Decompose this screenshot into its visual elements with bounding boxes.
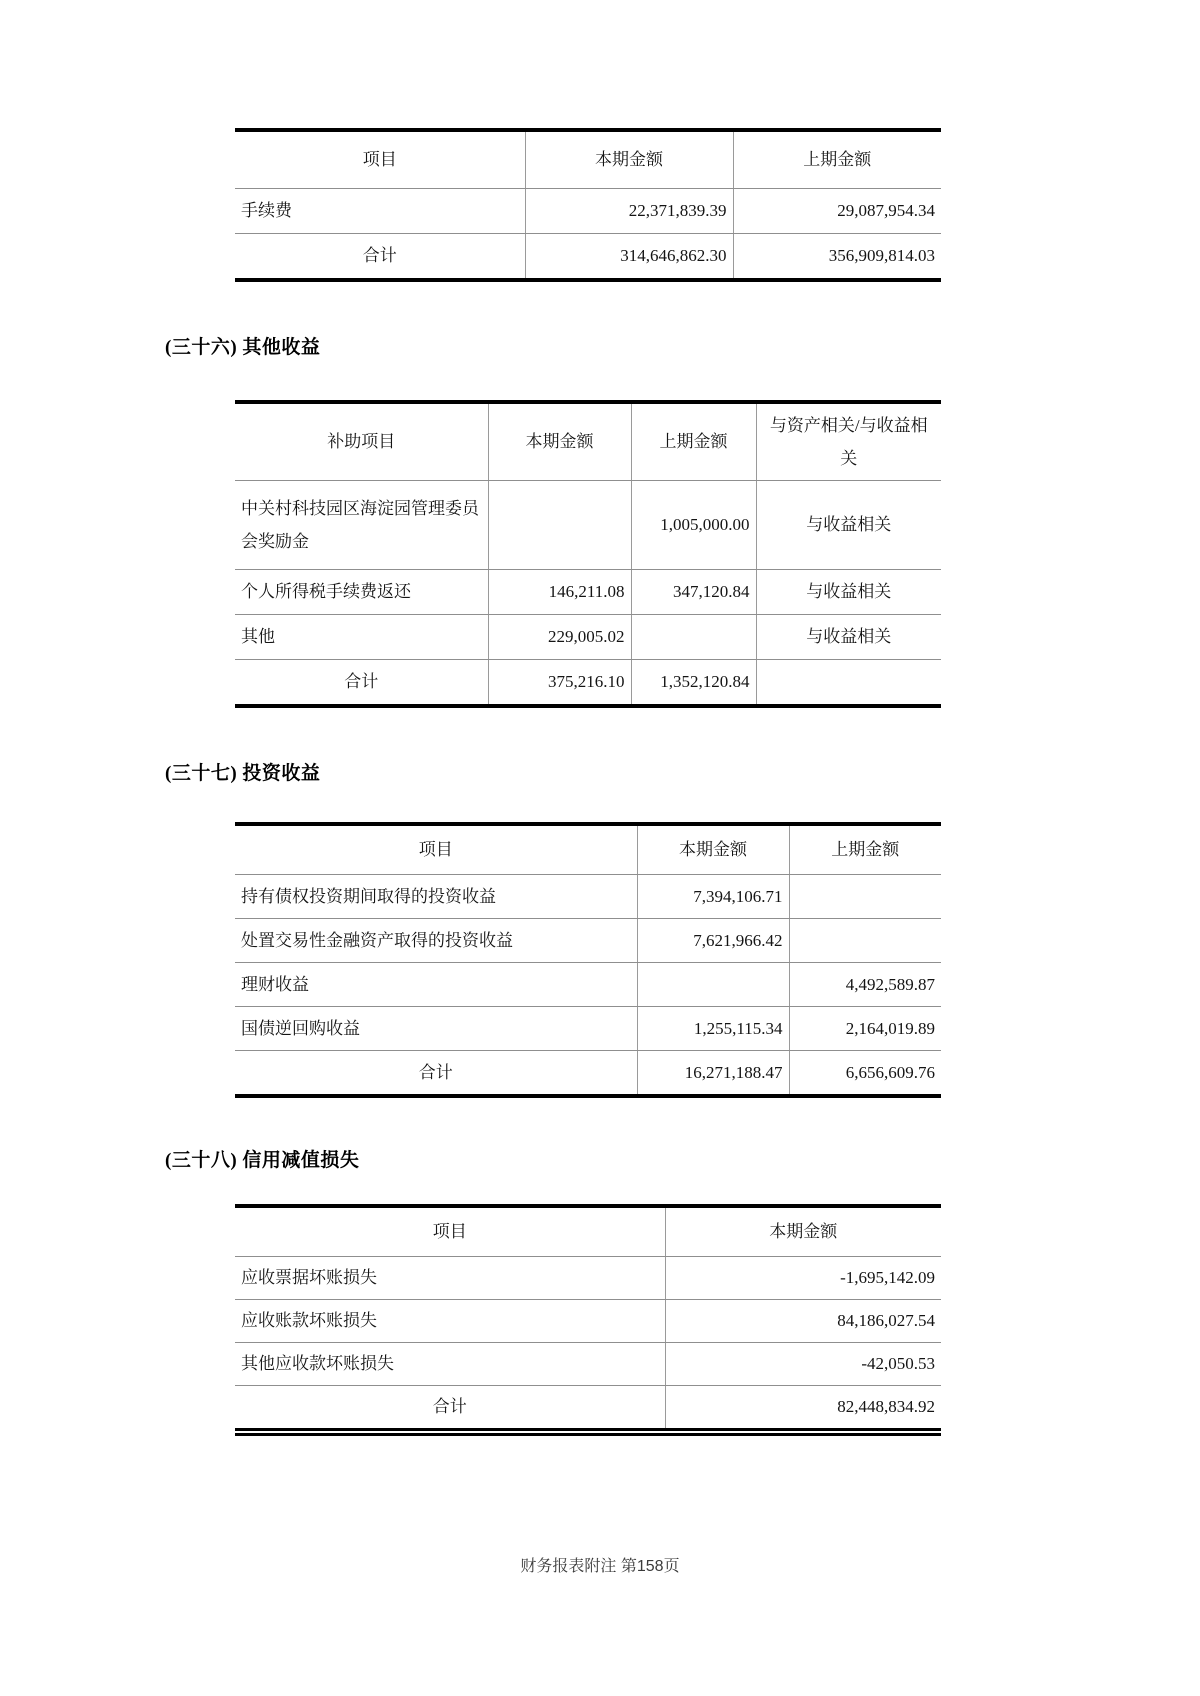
current-amount: 1,255,115.34: [637, 1007, 789, 1051]
col-header-item: 项目: [235, 824, 637, 875]
table-row: [235, 1343, 941, 1386]
col-header-relation: 与资产相关/与收益相关: [756, 402, 941, 481]
row-label: 处置交易性金融资产取得的投资收益: [235, 919, 637, 963]
prior-amount: [789, 875, 941, 919]
prior-amount: 4,492,589.87: [789, 963, 941, 1007]
current-amount: 146,211.08: [488, 570, 631, 615]
row-label: 国债逆回购收益: [235, 1007, 637, 1051]
total-row: [235, 1386, 941, 1433]
relation-value: 与收益相关: [756, 570, 941, 615]
col-header-current: 本期金额: [488, 402, 631, 481]
table-row: [235, 963, 941, 1007]
current-amount: [488, 481, 631, 570]
row-label: 其他应收款坏账损失: [235, 1343, 665, 1386]
other-income-table-wrap: [235, 400, 941, 708]
total-relation-value: [756, 660, 941, 707]
investment-income-table-wrap: [235, 822, 941, 1098]
total-row: [235, 234, 941, 281]
current-amount: -1,695,142.09: [665, 1257, 941, 1300]
total-label: 合计: [344, 672, 379, 692]
col-header-current: 本期金额: [637, 824, 789, 875]
col-header-prior: 上期金额: [733, 130, 941, 189]
row-label: 个人所得税手续费返还: [235, 570, 488, 615]
total-label: 合计: [418, 1062, 453, 1082]
col-header-item: 项目: [235, 130, 525, 189]
relation-value: 与收益相关: [756, 615, 941, 660]
prior-amount: [789, 919, 941, 963]
section-36-title: (三十六) 其他收益: [165, 337, 321, 358]
col-header-prior: 上期金额: [789, 824, 941, 875]
table-row: [235, 1257, 941, 1300]
section-38-title: (三十八) 信用减值损失: [165, 1150, 360, 1171]
header-row: [235, 1206, 941, 1257]
table-row: [235, 1007, 941, 1051]
prior-amount: 29,087,954.34: [733, 189, 941, 234]
current-amount: 84,186,027.54: [665, 1300, 941, 1343]
total-prior-amount: 6,656,609.76: [789, 1051, 941, 1097]
total-row: [235, 1051, 941, 1097]
col-header-current: 本期金额: [665, 1206, 941, 1257]
prior-amount: [631, 615, 756, 660]
total-row: [235, 660, 941, 707]
row-label: 应收票据坏账损失: [235, 1257, 665, 1300]
row-label: 其他: [235, 615, 488, 660]
table-row: [235, 615, 941, 660]
current-amount: [637, 963, 789, 1007]
table-row: [235, 570, 941, 615]
col-header-item: 项目: [235, 1206, 665, 1257]
header-row: [235, 402, 941, 481]
row-label: 理财收益: [235, 963, 637, 1007]
header-row: [235, 824, 941, 875]
row-label: 持有债权投资期间取得的投资收益: [235, 875, 637, 919]
total-current-amount: 16,271,188.47: [637, 1051, 789, 1097]
investment-income-table: [235, 822, 941, 1098]
current-amount: -42,050.53: [665, 1343, 941, 1386]
row-label: 中关村科技园区海淀园管理委员会奖励金: [235, 481, 488, 570]
current-amount: 7,621,966.42: [637, 919, 789, 963]
row-label: 应收账款坏账损失: [235, 1300, 665, 1343]
total-prior-amount: 1,352,120.84: [631, 660, 756, 707]
prior-amount: 1,005,000.00: [631, 481, 756, 570]
current-amount: 7,394,106.71: [637, 875, 789, 919]
fees-table: [235, 128, 941, 282]
table-row: [235, 1300, 941, 1343]
col-header-current: 本期金额: [525, 130, 733, 189]
table-row: [235, 189, 941, 234]
total-current-amount: 375,216.10: [488, 660, 631, 707]
other-income-table: [235, 400, 941, 708]
current-amount: 22,371,839.39: [525, 189, 733, 234]
relation-value: 与收益相关: [756, 481, 941, 570]
header-row: [235, 130, 941, 189]
prior-amount: 2,164,019.89: [789, 1007, 941, 1051]
prior-amount: 347,120.84: [631, 570, 756, 615]
credit-impairment-table-wrap: [235, 1204, 941, 1436]
page-footer: 财务报表附注 第158页: [520, 1558, 680, 1575]
total-prior-amount: 356,909,814.03: [733, 234, 941, 281]
table-row: [235, 919, 941, 963]
total-current-amount: 82,448,834.92: [665, 1386, 941, 1433]
total-current-amount: 314,646,862.30: [525, 234, 733, 281]
section-37-title: (三十七) 投资收益: [165, 763, 321, 784]
total-label: 合计: [362, 246, 397, 266]
credit-impairment-table: [235, 1204, 941, 1436]
current-amount: 229,005.02: [488, 615, 631, 660]
fees-table-wrap: [235, 128, 941, 282]
total-label: 合计: [432, 1397, 467, 1417]
table-row: [235, 875, 941, 919]
col-header-subsidy-item: 补助项目: [235, 402, 488, 481]
table-row: [235, 481, 941, 570]
col-header-prior: 上期金额: [631, 402, 756, 481]
row-label: 手续费: [235, 189, 525, 234]
